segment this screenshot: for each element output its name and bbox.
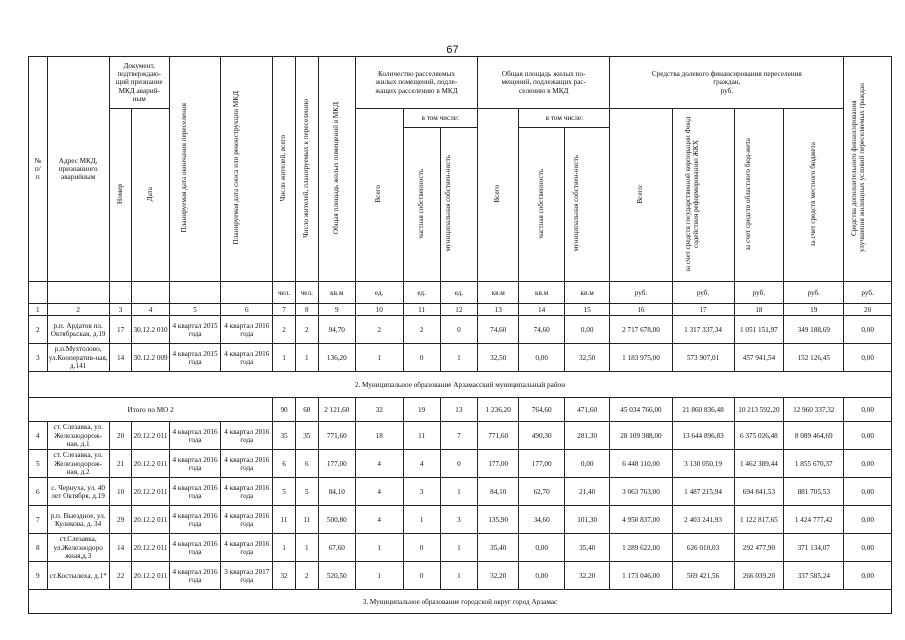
column-number: 18 [734, 304, 784, 316]
table-cell: 7 [29, 506, 48, 534]
column-number: 17 [672, 304, 734, 316]
header-doc-date: Дата [145, 186, 154, 202]
table-cell: 30.12.2 010 [132, 316, 169, 344]
table-cell: 1 [355, 344, 403, 372]
table-cell: 152 126,45 [784, 344, 844, 372]
header-funds-total-cell [610, 109, 672, 282]
table-cell: 2 [295, 562, 318, 590]
table-cell: 371 134,07 [784, 534, 844, 562]
header-funds-group: Средства долевого финансирования переселения граждан, руб. [610, 57, 844, 109]
unit-cell: кв.м [318, 282, 355, 304]
table-cell: 3 [29, 344, 48, 372]
table-cell: 32,50 [564, 344, 610, 372]
header-total-area: Общая площадь жилых помещений в МКД [331, 101, 340, 235]
table-cell: 281,30 [564, 422, 610, 450]
table-cell: 22 [109, 562, 132, 590]
table-cell: 2 [355, 316, 403, 344]
table-row [29, 562, 892, 590]
table-cell: 35 [273, 422, 296, 450]
table-cell: 30.12.2 009 [132, 344, 169, 372]
table-cell: 0,00 [844, 422, 892, 450]
table-cell: 34,60 [519, 506, 565, 534]
column-number: 20 [844, 304, 892, 316]
table-cell: 3 [440, 506, 477, 534]
header-doc-number: Номер [115, 184, 124, 204]
table-cell: 1 122 817,65 [734, 506, 784, 534]
header-extra-funds: Средства дополнительного финансирования улучшения жилищных условий переселяемых граждан [849, 83, 866, 253]
table-cell: 135,90 [478, 506, 519, 534]
table-cell: 1 [355, 562, 403, 590]
table-cell: 20.12.2 011 [132, 506, 169, 534]
itogo-cell: 764,60 [519, 398, 565, 422]
table-cell: 10 [109, 478, 132, 506]
table-cell: 4 квартал 2016 года [221, 506, 273, 534]
table-cell: 0,00 [519, 562, 565, 590]
itogo-cell: 0,00 [844, 398, 892, 422]
table-cell: 21 [109, 450, 132, 478]
table-cell: 74,60 [519, 316, 565, 344]
table-cell: 4 квартал 2016 года [221, 344, 273, 372]
itogo-cell: 90 [273, 398, 296, 422]
table-cell: 0,00 [519, 534, 565, 562]
table-row [29, 450, 892, 478]
table-cell: 4 [355, 450, 403, 478]
table-cell: 1 173 046,00 [610, 562, 672, 590]
table-cell: 0,00 [844, 534, 892, 562]
header-residents-planned: Число жителей, планируемых к переселению [301, 98, 310, 238]
table-cell: 17 [109, 316, 132, 344]
itogo-cell: 45 034 766,00 [610, 398, 672, 422]
header-doc-number-cell [109, 109, 132, 282]
column-number: 14 [519, 304, 565, 316]
address-cell: ст.Костылиха, д.1* [47, 562, 109, 590]
unit-cell: руб. [610, 282, 672, 304]
table-cell: 177,00 [318, 450, 355, 478]
table-cell: 490,30 [519, 422, 565, 450]
table-cell: 2 [29, 316, 48, 344]
table-cell: 500,80 [318, 506, 355, 534]
table-cell: 1 [403, 506, 440, 534]
table-cell: 1 [440, 534, 477, 562]
header-residents-total-cell [273, 57, 296, 282]
table-cell: 0,00 [844, 316, 892, 344]
section-row [29, 590, 892, 614]
table-cell: 573 907,01 [672, 344, 734, 372]
units-blank [109, 282, 132, 304]
unit-cell: чел. [295, 282, 318, 304]
header-area-municipal: муниципальная собствен-ность [572, 155, 581, 252]
table-cell: 1 462 389,44 [734, 450, 784, 478]
header-fund-region-cell [734, 109, 784, 282]
table-cell: 1 [295, 344, 318, 372]
unit-cell: ед. [403, 282, 440, 304]
address-cell: с. Чернуха, ул. 40 лет Октября, д.19 [47, 478, 109, 506]
table-cell: 6 [29, 478, 48, 506]
column-number: 15 [564, 304, 610, 316]
table-cell: 101,30 [564, 506, 610, 534]
table-cell: 35,40 [478, 534, 519, 562]
header-count-group: Количество расселяемых жилых помещений, подле- жащих расселению в МКД [355, 57, 477, 109]
table-cell: 266 039,20 [734, 562, 784, 590]
table-cell: 5 [29, 450, 48, 478]
table-row [29, 534, 892, 562]
section-title-3: 3. Муниципальное образование городской округ город Арзамас [29, 590, 892, 614]
table-cell: 520,50 [318, 562, 355, 590]
table-cell: 35,40 [564, 534, 610, 562]
table-cell: 1 051 151,97 [734, 316, 784, 344]
itogo-cell: 32 [355, 398, 403, 422]
table-cell: 94,70 [318, 316, 355, 344]
column-number: 7 [273, 304, 296, 316]
table-cell: 881 705,53 [784, 478, 844, 506]
table-cell: 6 [295, 450, 318, 478]
table-cell: 32,20 [564, 562, 610, 590]
itogo-cell: 60 [295, 398, 318, 422]
table-cell: 1 [273, 534, 296, 562]
itogo-cell: 13 [440, 398, 477, 422]
table-cell: 1 [273, 344, 296, 372]
header-residents-total: Число жителей, всего [279, 134, 288, 202]
table-cell: 14 [109, 534, 132, 562]
table-cell: 1 [295, 534, 318, 562]
table-cell: 11 [403, 422, 440, 450]
table-cell: 569 421,56 [672, 562, 734, 590]
table-cell: 1 487 215,94 [672, 478, 734, 506]
header-funds-total: Всего: [636, 184, 644, 204]
itogo-cell: 2 121,60 [318, 398, 355, 422]
header-fund-local: за счет средств местного бюджета [808, 141, 817, 247]
table-cell: 3 130 050,19 [672, 450, 734, 478]
header-doc-group: Документ, подтверждаю- щий признание МКД аварий- ным [109, 57, 169, 109]
header-area-municipal-cell [564, 128, 610, 282]
column-number: 6 [221, 304, 273, 316]
unit-cell: руб. [844, 282, 892, 304]
units-blank [132, 282, 169, 304]
table-cell: 4 [355, 478, 403, 506]
header-count-total: Всего [374, 185, 383, 203]
units-blank [47, 282, 109, 304]
itogo-cell: 21 860 836,48 [672, 398, 734, 422]
table-cell: 4 квартал 2016 года [169, 562, 221, 590]
table-cell: 0 [403, 534, 440, 562]
table-cell: 20.12.2 011 [132, 534, 169, 562]
table-cell: 1 [440, 478, 477, 506]
table-cell: 6 448 110,00 [610, 450, 672, 478]
table-cell: 3 квартал 2017 года [221, 562, 273, 590]
table-cell: 771,60 [478, 422, 519, 450]
table-cell: 35 [295, 422, 318, 450]
table-cell: 2 [403, 316, 440, 344]
table-cell: 7 [440, 422, 477, 450]
header-planned-end-cell [169, 57, 221, 282]
header-row-2 [29, 109, 892, 128]
table-cell: 1 [355, 534, 403, 562]
table-cell: 84,10 [318, 478, 355, 506]
table-cell: 4 [403, 450, 440, 478]
unit-cell: руб. [784, 282, 844, 304]
column-number: 4 [132, 304, 169, 316]
header-doc-date-cell [132, 109, 169, 282]
table-row [29, 506, 892, 534]
table-cell: 1 424 777,42 [784, 506, 844, 534]
itogo-row [29, 398, 892, 422]
itogo-cell: 12 960 337,32 [784, 398, 844, 422]
header-area-incl: в том числе: [519, 109, 610, 128]
column-number: 5 [169, 304, 221, 316]
table-cell: 292 477,90 [734, 534, 784, 562]
table-cell: 0,00 [519, 344, 565, 372]
table-cell: 6 [273, 450, 296, 478]
table-cell: 1 183 975,00 [610, 344, 672, 372]
header-count-municipal-cell [440, 128, 477, 282]
header-planned-demolition: Планируемая дата сноса или реконструкции МКД [231, 91, 240, 245]
table-cell: 1 855 670,37 [784, 450, 844, 478]
section-row [29, 372, 892, 398]
table-cell: 2 717 678,00 [610, 316, 672, 344]
header-area-private-cell [519, 128, 565, 282]
column-number: 2 [47, 304, 109, 316]
itogo-label: Итого по МО 2 [29, 398, 273, 422]
table-cell: 0,00 [844, 478, 892, 506]
table-cell: 626 010,03 [672, 534, 734, 562]
table-cell: 1 289 622,00 [610, 534, 672, 562]
table-cell: 0,00 [844, 562, 892, 590]
table-cell: 4 [29, 422, 48, 450]
column-number: 13 [478, 304, 519, 316]
column-number: 19 [784, 304, 844, 316]
table-cell: 0 [440, 316, 477, 344]
table-cell: 20.12.2 011 [132, 562, 169, 590]
unit-cell: руб. [672, 282, 734, 304]
units-blank [169, 282, 221, 304]
table-cell: 20.12.2 011 [132, 422, 169, 450]
units-blank [29, 282, 48, 304]
table-cell: 3 [403, 478, 440, 506]
table-cell: 349 188,69 [784, 316, 844, 344]
table-cell: 0,00 [844, 506, 892, 534]
table-cell: 136,20 [318, 344, 355, 372]
itogo-cell: 1 236,20 [478, 398, 519, 422]
table-cell: 5 [273, 478, 296, 506]
column-number: 12 [440, 304, 477, 316]
table-cell: 0 [403, 344, 440, 372]
table-cell: 1 [440, 562, 477, 590]
header-area-private: частная собственность [536, 168, 545, 239]
address-cell: р.п. Выездное, ул. Куликова, д. 34 [47, 506, 109, 534]
column-number: 1 [29, 304, 48, 316]
column-number: 10 [355, 304, 403, 316]
column-number: 11 [403, 304, 440, 316]
table-cell: 20.12.2 011 [132, 450, 169, 478]
header-area-total-cell [478, 109, 519, 282]
header-count-incl: в том числе: [403, 109, 478, 128]
itogo-cell: 471,60 [564, 398, 610, 422]
table-cell: 4 950 837,00 [610, 506, 672, 534]
table-cell: 29 [109, 506, 132, 534]
table-row [29, 422, 892, 450]
table-cell: 4 квартал 2016 года [221, 478, 273, 506]
table-cell: 771,60 [318, 422, 355, 450]
header-count-municipal: муниципальная собствен-ность [443, 155, 452, 252]
page-number: 67 [446, 44, 459, 56]
resettlement-table [28, 56, 892, 614]
table-cell: 694 841,53 [734, 478, 784, 506]
table-cell: 2 [295, 316, 318, 344]
table-cell: 4 квартал 2016 года [221, 534, 273, 562]
unit-cell: кв.м [564, 282, 610, 304]
table-cell: 9 [29, 562, 48, 590]
units-blank [221, 282, 273, 304]
table-cell: 177,00 [519, 450, 565, 478]
table-cell: 0 [440, 450, 477, 478]
table-cell: 13 644 896,83 [672, 422, 734, 450]
table-cell: 0,00 [564, 316, 610, 344]
table-cell: 67,60 [318, 534, 355, 562]
header-count-private: частная собственность [416, 168, 425, 239]
header-count-total-cell [355, 109, 403, 282]
table-cell: 3 063 763,00 [610, 478, 672, 506]
table-cell: 8 [29, 534, 48, 562]
column-number: 3 [109, 304, 132, 316]
header-row-1 [29, 57, 892, 109]
address-cell: ст. Слезавка, ул. Железнодорож-ная, д.2 [47, 450, 109, 478]
table-cell: 11 [295, 506, 318, 534]
table-cell: 177,00 [478, 450, 519, 478]
header-area-group: Общая площадь жилых по- мещений, подлежащих рас- селению в МКД [478, 57, 610, 109]
table-cell: 4 квартал 2016 года [169, 534, 221, 562]
table-cell: 0,00 [844, 344, 892, 372]
table-row [29, 316, 892, 344]
address-cell: ст.Слезавка, ул.Железнодоро жная,д.3 [47, 534, 109, 562]
header-total-area-cell [318, 57, 355, 282]
table-row [29, 478, 892, 506]
itogo-cell: 19 [403, 398, 440, 422]
table-cell: 4 [355, 506, 403, 534]
table-cell: 4 квартал 2016 года [169, 478, 221, 506]
table-cell: 8 089 464,69 [784, 422, 844, 450]
header-extra-funds-cell [844, 57, 892, 282]
table-cell: 32,50 [478, 344, 519, 372]
table-cell: 74,60 [478, 316, 519, 344]
header-planned-demolition-cell [221, 57, 273, 282]
table-cell: 14 [109, 344, 132, 372]
unit-cell: кв.м [519, 282, 565, 304]
table-cell: 4 квартал 2015 года [169, 316, 221, 344]
header-address: Адрес МКД, признанного аварийным [47, 57, 109, 282]
column-number: 16 [610, 304, 672, 316]
table-cell: 11 [273, 506, 296, 534]
table-cell: 4 квартал 2015 года [169, 344, 221, 372]
table-cell: 0 [403, 562, 440, 590]
table-row [29, 344, 892, 372]
table-cell: 32 [273, 562, 296, 590]
table-cell: 32,20 [478, 562, 519, 590]
itogo-cell: 10 213 592,20 [734, 398, 784, 422]
unit-cell: чел. [273, 282, 296, 304]
table-cell: 2 [273, 316, 296, 344]
unit-cell: ед. [440, 282, 477, 304]
table-cell: 457 941,54 [734, 344, 784, 372]
unit-cell: руб. [734, 282, 784, 304]
column-numbers-row [29, 304, 892, 316]
header-fund-gk: за счет средств государственной корпорации Фонд содействия реформированию ЖКХ [684, 116, 700, 272]
header-residents-planned-cell [295, 57, 318, 282]
table-cell: 84,10 [478, 478, 519, 506]
address-cell: р.п. Ардатов пл. Октябрьская, д.19 [47, 316, 109, 344]
table-cell: 20.12.2 011 [132, 478, 169, 506]
header-num: № п/ п [29, 57, 48, 282]
table-cell: 0,00 [564, 450, 610, 478]
table-cell: 18 [355, 422, 403, 450]
units-row [29, 282, 892, 304]
header-area-total: Всего [493, 185, 502, 203]
table-cell: 20 [109, 422, 132, 450]
table-cell: 4 квартал 2016 года [221, 450, 273, 478]
table-cell: 6 375 026,48 [734, 422, 784, 450]
table-cell: 62,70 [519, 478, 565, 506]
header-fund-local-cell [784, 109, 844, 282]
table-cell: 1 317 337,34 [672, 316, 734, 344]
table-cell: 4 квартал 2016 года [169, 506, 221, 534]
table-cell: 21,40 [564, 478, 610, 506]
table-cell: 28 109 388,00 [610, 422, 672, 450]
table-cell: 4 квартал 2016 года [221, 316, 273, 344]
header-planned-end: Планируемая дата окончания переселения [180, 103, 189, 233]
table-cell: 337 585,24 [784, 562, 844, 590]
unit-cell: ед. [355, 282, 403, 304]
table-cell: 0,00 [844, 450, 892, 478]
section-title-2: 2. Муниципальное образование Арзамасский муниципальный район [29, 372, 892, 398]
address-cell: р.п.Мухтолово, ул.Кооператив-ная, д.141 [48, 345, 108, 370]
header-fund-region: за счет средств областного бюд-жета [743, 137, 752, 251]
address-cell: ст. Слезавка, ул. Железнодорож-ная, д.1 [47, 422, 109, 450]
column-number: 8 [295, 304, 318, 316]
header-fund-gk-cell [672, 109, 734, 282]
column-number: 9 [318, 304, 355, 316]
table-cell: 4 квартал 2016 года [169, 450, 221, 478]
table-cell: 4 квартал 2016 года [221, 422, 273, 450]
table-cell: 4 квартал 2016 года [169, 422, 221, 450]
table-cell: 5 [295, 478, 318, 506]
table-cell: 1 [440, 344, 477, 372]
table-cell: 2 403 241,93 [672, 506, 734, 534]
header-count-private-cell [403, 128, 440, 282]
unit-cell: кв.м [478, 282, 519, 304]
